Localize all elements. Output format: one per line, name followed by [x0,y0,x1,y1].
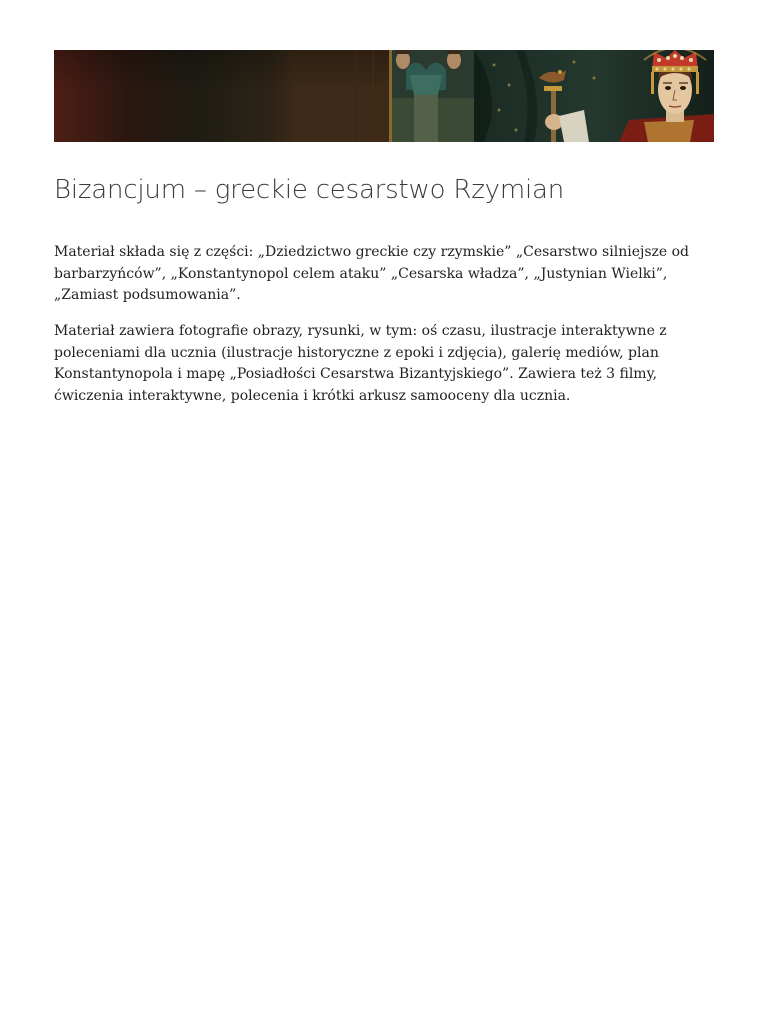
byzantine-mosaic-illustration [54,50,714,142]
page-title: Bizancjum – greckie cesarstwo Rzymian [54,175,565,205]
description-paragraph-sections: Materiał składa się z części: „Dziedzictwo greckie czy rzymskie” „Cesarstwo silniejsze od barbarzyńców”, „Konstantynopol celem ataku” „Cesarska władza”, „Justynian Wielki”, „Zamiast podsumowania”. [54,244,690,303]
description-paragraph-contents: Materiał zawiera fotografie obrazy, rysunki, w tym: oś czasu, ilustracje interaktywne z poleceniami dla ucznia (ilustracje historyczne z epoki i zdjęcia), galerię mediów, plan Konstantynopola i mapę „Posiadłości Cesarstwa Bizantyjskiego”. Zawiera też 3 filmy, ćwiczenia interaktywne, polecenia i krótki arkusz samooceny dla ucznia. [54,323,667,404]
header-banner-image [54,50,714,142]
